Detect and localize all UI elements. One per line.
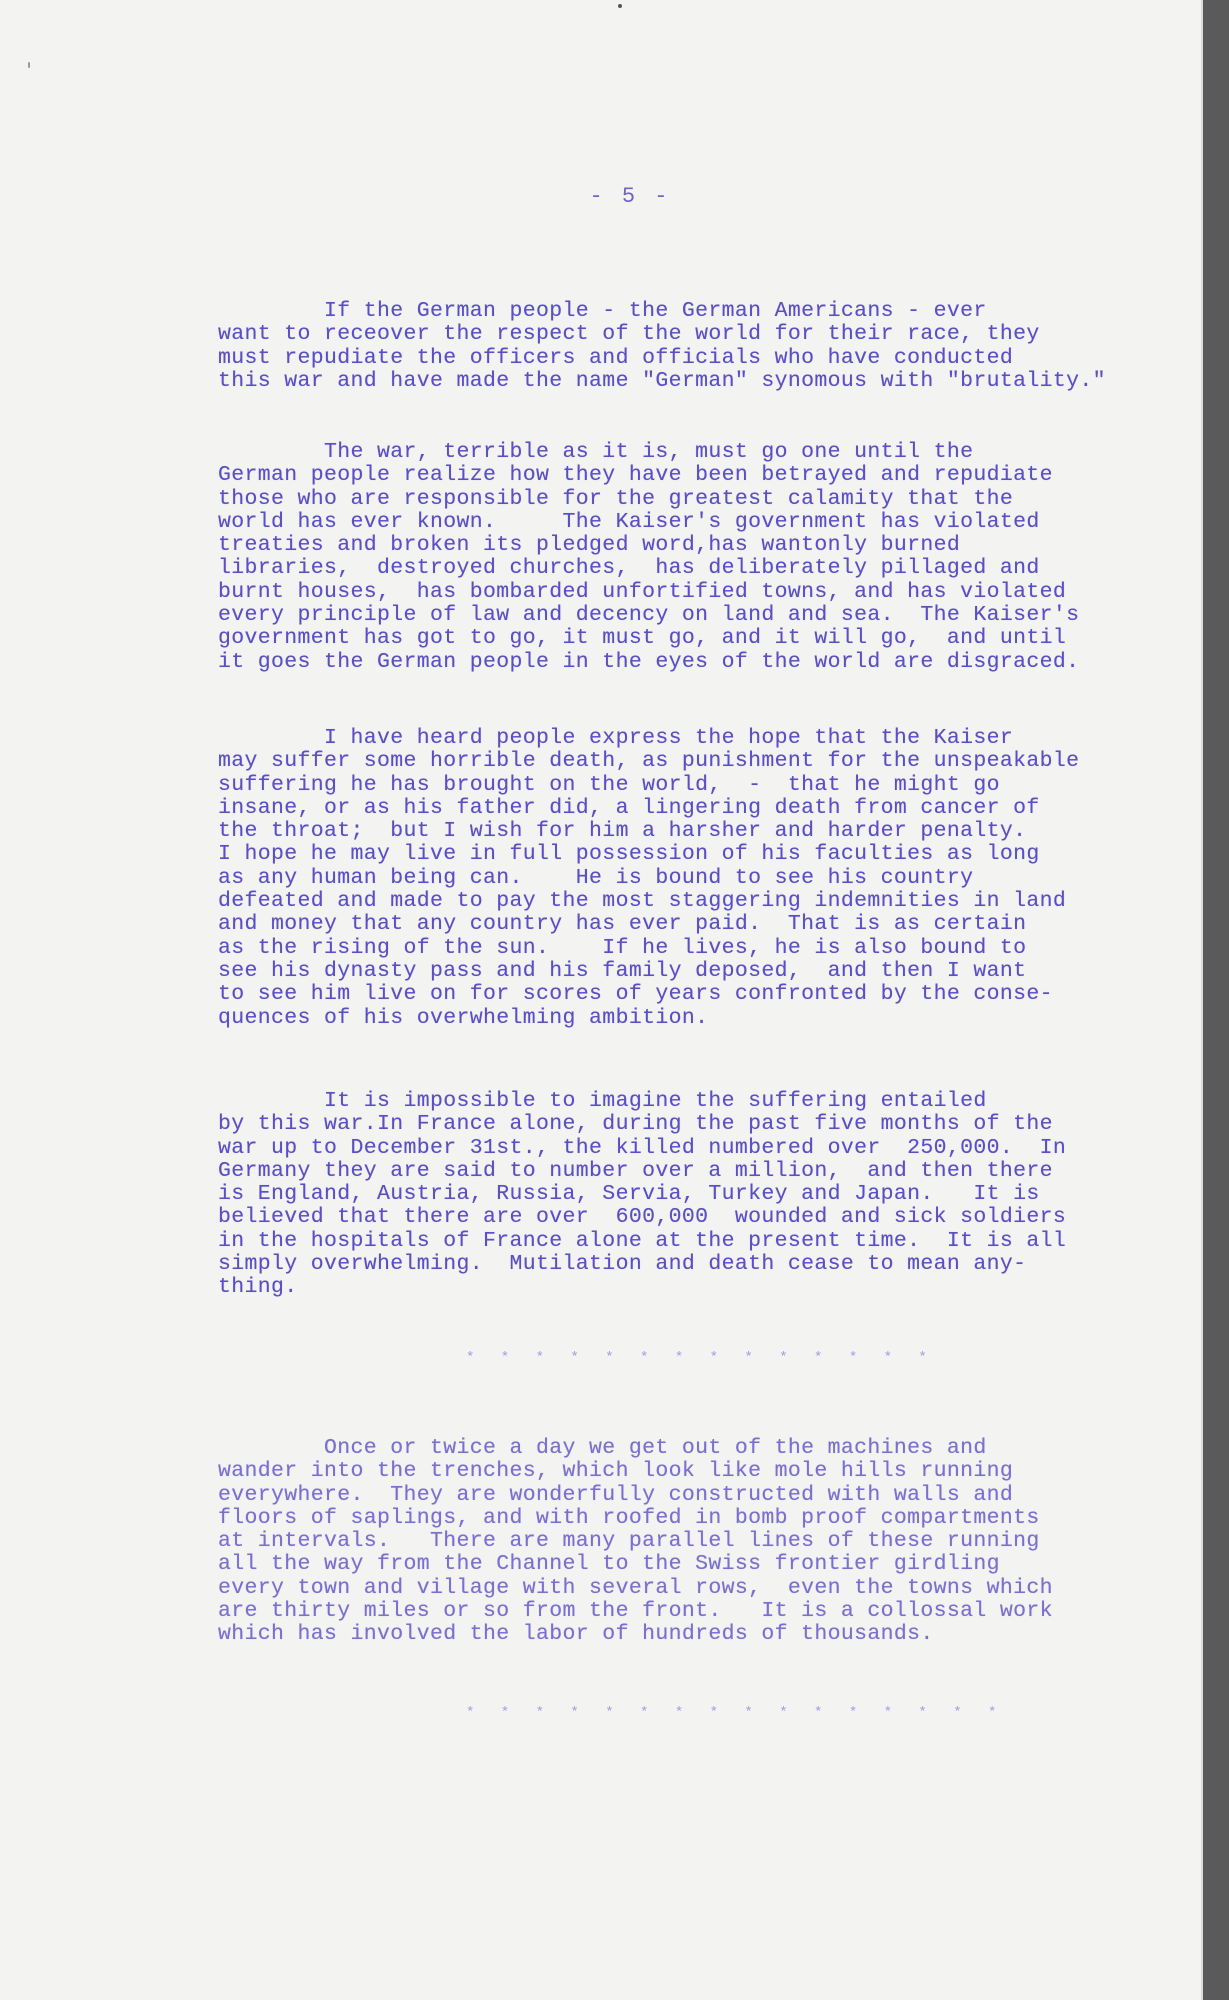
asterisk-separator: * * * * * * * * * * * * * * (466, 1350, 936, 1366)
paper-speck (28, 62, 30, 68)
asterisk-separator: * * * * * * * * * * * * * * * * (466, 1705, 1006, 1721)
paragraph-1: If the German people - the German Americans - ever want to receover the respect of the world for their race, they must repudiate the officers and officials who have conducted this war and have made the name "German" synomous with "brutality." (218, 299, 1106, 393)
paper-speck (618, 4, 622, 8)
paragraph-3: I have heard people express the hope that the Kaiser may suffer some horrible death, as punishment for the unspeakable suffering he has brought on the world, - that he might go insane, or as his father did, a lingering death from cancer of the throat; but I wish for him a harsher and harder penalty. I hope he may live in full possession of his faculties as long as any human being can. He is bound to see his country defeated and made to pay the most staggering indemnities in land and money that any country has ever paid. That is as certain as the rising of the sun. If he lives, he is also bound to see his dynasty pass and his family deposed, and then I want to see him live on for scores of years confronted by the conse- quences of his overwhelming ambition. (218, 726, 1080, 1030)
page-number: - 5 - (589, 184, 671, 209)
paragraph-5: Once or twice a day we get out of the machines and wander into the trenches, which look like mole hills running everywhere. They are wonderfully constructed with walls and floors of saplings, and with roofed in bomb proof compartments at intervals. There are many parallel lines of these running all the way from the Channel to the Swiss frontier girdling every town and village with several rows, even the towns which are thirty miles or so from the front. It is a collossal work which has involved the labor of hundreds of thousands. (218, 1436, 1053, 1647)
scan-background-edge (1203, 0, 1229, 2000)
paragraph-4: It is impossible to imagine the suffering entailed by this war.In France alone, during the past five months of the war up to December 31st., the killed numbered over 250,000. In Germany they are said to number over a million, and then there is England, Austria, Russia, Servia, Turkey and Japan. It is believed that there are over 600,000 wounded and sick soldiers in the hospitals of France alone at the present time. It is all simply overwhelming. Mutilation and death cease to mean any- thing. (218, 1089, 1067, 1300)
paragraph-2: The war, terrible as it is, must go one until the German people realize how they have been betrayed and repudiate those who are responsible for the greatest calamity that the world has ever known. The Kaiser's government has violated treaties and broken its pledged word,has wantonly burned libraries, destroyed churches, has deliberately pillaged and burnt houses, has bombarded unfortified towns, and has violated every principle of law and decency on land and sea. The Kaiser's government has got to go, it must go, and it will go, and until it goes the German people in the eyes of the world are disgraced. (218, 440, 1080, 674)
